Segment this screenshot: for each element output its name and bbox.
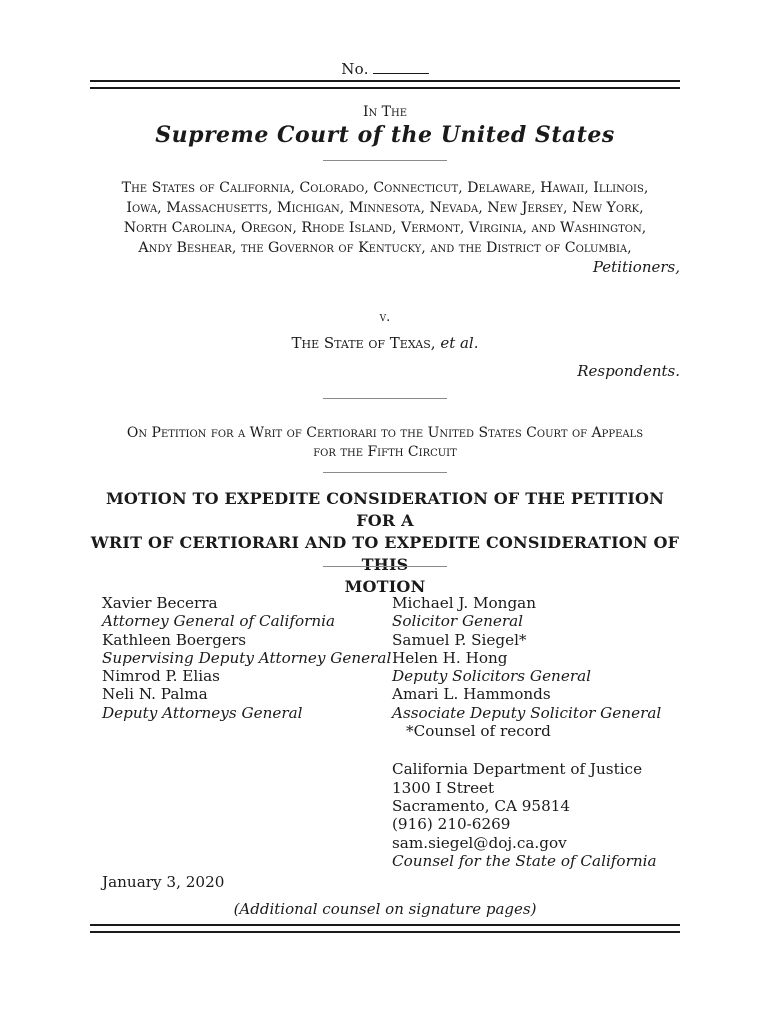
address-line: Sacramento, CA 95814 (392, 796, 571, 815)
divider-rule (323, 160, 447, 161)
counsel-line: Nimrod P. Elias (102, 667, 220, 686)
motion-title-line: WRIT OF CERTIORARI AND TO EXPEDITE CONSIDERATION OF THIS (90, 533, 680, 574)
docket-label: No. (341, 60, 369, 78)
phone-number: (916) 210-6269 (392, 815, 511, 834)
counsel-line: Amari L. Hammonds (392, 685, 551, 704)
respondents-role: Respondents. (577, 362, 680, 380)
address-line: 1300 I Street (392, 778, 495, 797)
counsel-title: Attorney General of California (102, 612, 336, 631)
petitioner-line: The States of California, Colorado, Connecticut, Delaware, Hawaii, Illinois, (121, 180, 649, 196)
top-double-rule (90, 80, 680, 89)
docket-blank-line (373, 61, 429, 74)
counsel-title: Deputy Solicitors General (392, 667, 591, 686)
docket-number (0, 60, 770, 78)
petition-heading (90, 424, 680, 462)
counsel-line: Kathleen Boergers (102, 630, 247, 649)
address-line: California Department of Justice (392, 760, 643, 779)
counsel-of-record-note: *Counsel of record (406, 722, 551, 741)
divider-rule (323, 566, 447, 567)
petitioner-line: Iowa, Massachusetts, Michigan, Minnesota, Nevada, New Jersey, New York, (126, 200, 644, 216)
counsel-left-column (102, 594, 391, 722)
filing-date: January 3, 2020 (102, 873, 225, 891)
petitioner-line: Andy Beshear, the Governor of Kentucky, and the District of Columbia, (138, 240, 632, 256)
counsel-line: Neli N. Palma (102, 685, 208, 704)
counsel-title: Associate Deputy Solicitor General (392, 703, 662, 722)
counsel-right-column (392, 594, 661, 870)
court-name: Supreme Court of the United States (155, 122, 615, 148)
motion-title (90, 488, 680, 598)
counsel-line: Xavier Becerra (102, 594, 218, 612)
petitioner-line: North Carolina, Oregon, Rhode Island, Vermont, Virginia, and Washington, (123, 220, 647, 236)
bottom-double-rule (90, 924, 680, 933)
respondent-party: The State of Texas, (291, 334, 436, 352)
counsel-line: Helen H. Hong (392, 648, 508, 667)
counsel-title: Deputy Attorneys General (102, 703, 303, 722)
counsel-line: Samuel P. Siegel* (392, 630, 527, 649)
counsel-for-line: Counsel for the State of California (392, 851, 657, 870)
respondents-name (0, 334, 770, 352)
respondent-et-al: et al. (440, 334, 479, 352)
divider-rule (323, 398, 447, 399)
email-address: sam.siegel@doj.ca.gov (392, 833, 567, 852)
versus: v. (379, 310, 391, 325)
counsel-line: Michael J. Mongan (392, 594, 537, 612)
counsel-title: Supervising Deputy Attorney General (102, 648, 392, 667)
divider-rule (323, 472, 447, 473)
counsel-title: Solicitor General (392, 612, 524, 631)
motion-title-line: MOTION TO EXPEDITE CONSIDERATION OF THE PETITION FOR A (105, 489, 665, 530)
in-the-heading: In The (362, 104, 408, 120)
spacer (392, 740, 661, 760)
petitioners-role: Petitioners, (592, 258, 680, 276)
petition-line: On Petition for a Writ of Certiorari to the United States Court of Appeals (126, 425, 644, 441)
motion-title-line: MOTION (344, 577, 426, 596)
additional-counsel-note: (Additional counsel on signature pages) (233, 900, 537, 918)
petition-line: for the Fifth Circuit (313, 444, 457, 460)
petitioners-block (80, 178, 690, 258)
